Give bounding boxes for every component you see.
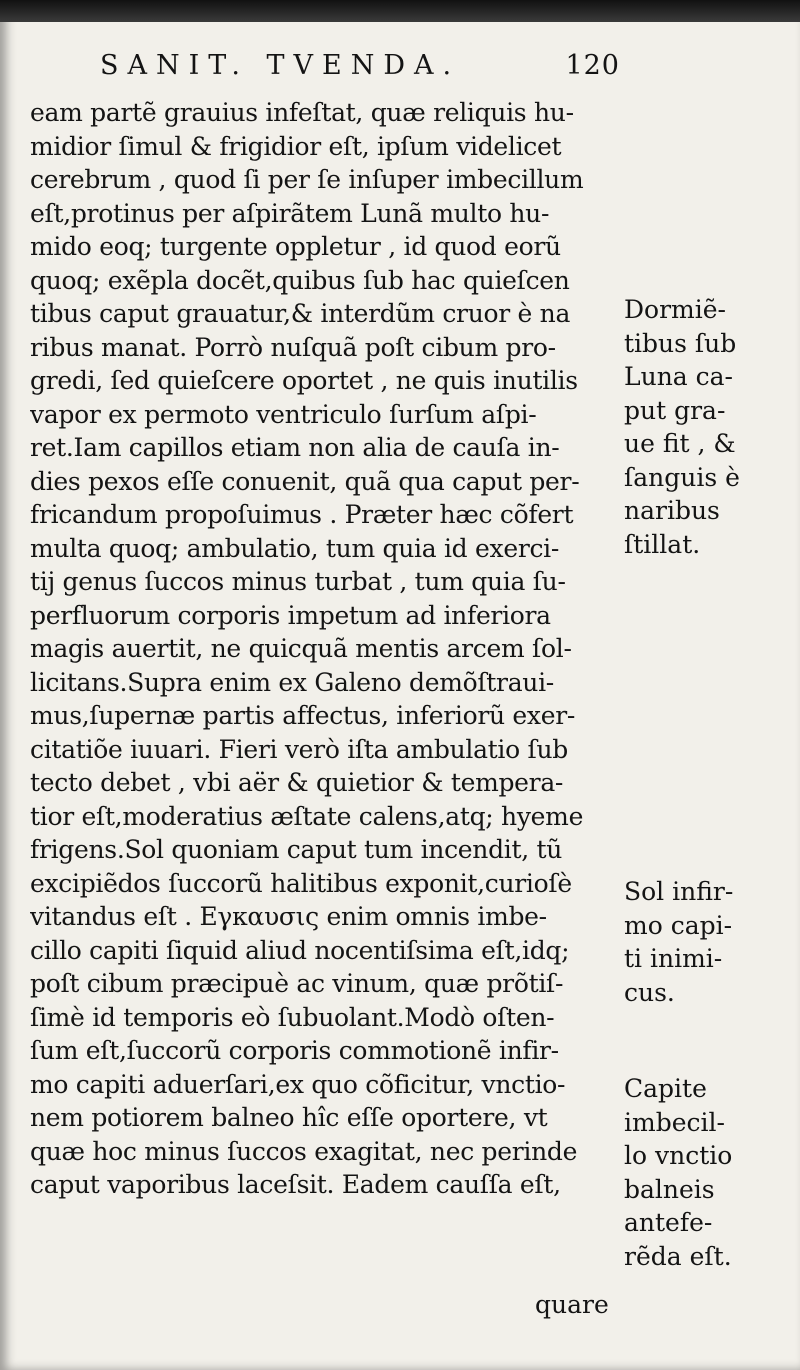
marginal-note-line: Sol infir- [624, 877, 734, 906]
text-line: midior ſimul & frigidior eſt, ipſum videlicet [30, 131, 562, 161]
marginal-note-line: ue fit , & [624, 429, 736, 458]
marginal-note-line: balneis [624, 1174, 715, 1204]
text-line: ſum eſt,ſuccorũ corporis commotionẽ infir- [30, 1036, 559, 1065]
text-line: ſimè id temporis eò ſubuolant.Modò oſten- [30, 1002, 555, 1032]
text-line: cillo capiti ſiquid aliud nocentiſsima eſt,idq; [30, 935, 570, 965]
text-line: tior eſt,moderatius æſtate calens,atq; hyeme [30, 801, 584, 831]
marginal-note-line: imbecil- [624, 1107, 725, 1137]
marginal-note-line: lo vnctio [624, 1141, 733, 1170]
text-line: mus,ſupernæ partis affectus, inferiorũ exer- [30, 701, 576, 730]
page-number: 120 [565, 50, 620, 81]
marginal-note-line: ſtillat. [624, 529, 701, 559]
text-line: gredi, ſed quieſcere oportet , ne quis inutilis [30, 366, 578, 395]
marginal-note-line: naribus [624, 496, 720, 525]
text-line: quoq; exẽpla docẽt,quibus ſub hac quieſcen [30, 265, 570, 295]
text-line: eam partẽ grauius infeſtat, quæ reliquis hu- [30, 98, 574, 127]
marginal-note-line: Luna ca- [624, 362, 734, 391]
marginal-note-line: put gra- [624, 395, 726, 425]
text-line: nem potiorem balneo hîc eſſe oportere, vt [30, 1103, 548, 1132]
text-line: magis auertit, ne quicquã mentis arcem ſol- [30, 634, 572, 663]
marginal-note-line: tibus ſub [624, 328, 737, 358]
text-line: mo capiti aduerſari,ex quo cõficitur, vnctio- [30, 1069, 566, 1099]
text-line: vitandus eſt . Εγκαυσις enim omnis imbe- [30, 902, 547, 931]
marginal-note-line: Capite [624, 1074, 707, 1103]
text-line: ribus manat. Porrò nuſquã poſt cibum pro- [30, 332, 556, 362]
text-line: eſt,protinus per aſpirãtem Lunã multo hu- [30, 198, 550, 228]
running-title: SANIT. TVENDA. [100, 50, 461, 81]
text-line: mido eoq; turgente oppletur , id quod eorũ [30, 232, 561, 261]
text-line: ret.Iam capillos etiam non alia de cauſa in- [30, 433, 560, 462]
main-text-block [30, 96, 622, 1202]
text-line: cerebrum , quod ſi per ſe inſuper imbecillum [30, 165, 584, 194]
page-top-edge [0, 0, 800, 22]
text-line: poſt cibum præcipuè ac vinum, quæ prõtiſ- [30, 969, 564, 998]
marginal-note-line: Dormiẽ- [624, 295, 726, 324]
marginal-note-sol-infirmo [624, 875, 794, 1009]
text-line: frigens.Sol quoniam caput tum incendit, tũ [30, 835, 563, 864]
text-line: tij genus ſuccos minus turbat , tum quia ſu- [30, 567, 566, 596]
marginal-note-line: cus. [624, 977, 675, 1007]
marginal-note-line: antefe- [624, 1208, 713, 1237]
text-line: fricandum propoſuimus . Præter hæc cõfert [30, 500, 574, 529]
catchword: quare [535, 1290, 609, 1319]
text-line: caput vaporibus laceſsit. Eadem cauſſa eſt, [30, 1170, 561, 1199]
marginal-note-line: ſanguis è [624, 462, 740, 492]
marginal-note-dormientibus [624, 293, 794, 561]
text-line: citatiõe iuuari. Fieri verò iſta ambulatio ſub [30, 734, 568, 764]
marginal-note-line: rẽda eſt. [624, 1241, 732, 1271]
text-line: vapor ex permoto ventriculo ſurſum aſpi- [30, 399, 537, 429]
text-line: tibus caput grauatur,& interdũm cruor è na [30, 299, 571, 328]
text-line: perfluorum corporis impetum ad inferiora [30, 600, 551, 630]
text-line: dies pexos eſſe conuenit, quã qua caput per- [30, 466, 580, 496]
page-header [100, 50, 620, 90]
marginal-note-line: ti inimi- [624, 944, 723, 973]
text-line: multa quoq; ambulatio, tum quia id exerci- [30, 533, 560, 563]
marginal-note-capite-imbecillo [624, 1072, 794, 1273]
text-line: quæ hoc minus ſuccos exagitat, nec perinde [30, 1136, 578, 1166]
marginal-note-line: mo capi- [624, 910, 733, 940]
text-line: excipiẽdos ſuccorũ halitibus exponit,curioſè [30, 868, 572, 898]
text-line: licitans.Supra enim ex Galeno demõſtraui- [30, 667, 554, 697]
text-line: tecto debet , vbi aër & quietior & tempera- [30, 768, 564, 797]
